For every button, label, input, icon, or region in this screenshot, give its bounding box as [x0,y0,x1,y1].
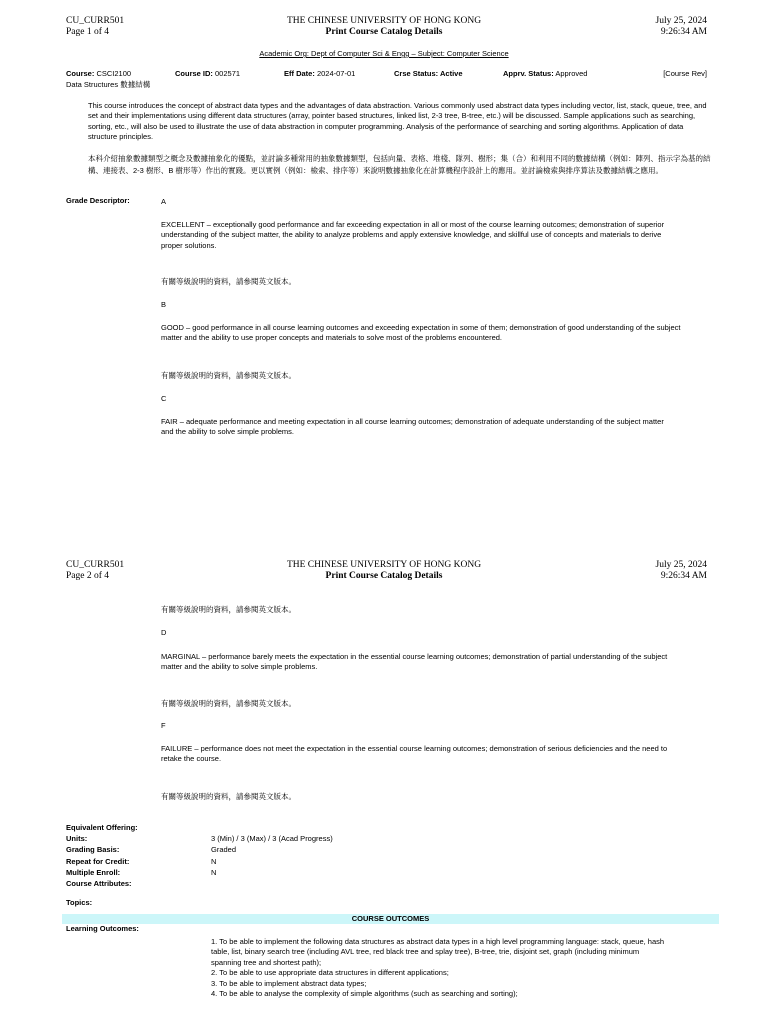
topics-label: Topics: [66,898,93,907]
grade-letter: A [161,197,167,206]
grade-descriptor-label: Grade Descriptor: [66,196,130,205]
learning-outcomes-label: Learning Outcomes: [66,924,139,933]
learning-outcomes-list [211,937,671,999]
description-english: This course introduces the concept of abstract data types and the advantages of data abstraction. Various commonly used abstract data types including vector, list, stack, queue, tree, and set and their implementations using different data structures (array, pointer based structures, linked list, 2-3 tree, B-tree, etc.) will be discussed. Sample applications such as searching, sorting, etc., will also be used to illustrate the use of data abstraction in computer programming. Analysis of the performance of searching and sorting algorithms. Application of data structure principles. [88,101,707,142]
approval-status [503,68,587,79]
grade-note-chinese: 有關等級說明的資料，請參閱英文版本。 [161,277,296,286]
course-id [175,68,240,79]
attribute-row [66,822,706,833]
attribute-value: Graded [211,845,237,855]
grade-description: FAILURE – performance does not meet the expectation in the essential course learning outcomes; demonstration of serious deficiencies and the need to retake the course. [161,744,668,764]
report-date: July 25, 2024 [655,16,707,26]
course-rev: [Course Rev] [663,69,707,78]
eff-date-label: Eff Date: [284,69,315,78]
grade-letter: C [161,394,167,403]
report-title-header [234,560,534,581]
learning-outcome-item: 3. To be able to implement abstract data types; [211,978,367,988]
grade-letter: F [161,721,166,730]
report-title: Print Course Catalog Details [325,570,443,581]
course-status [394,68,463,79]
approval-label: Apprv. Status: [503,69,554,78]
course-value: CSCI2100 [96,69,132,78]
course-outcomes-header: COURSE OUTCOMES [62,914,719,924]
attribute-label: Units: [66,834,88,844]
attribute-row [66,833,706,844]
attribute-row [66,878,706,889]
course-id-label: Course ID: [175,69,213,78]
course-id-value: 002571 [215,69,241,78]
grade-description: GOOD – good performance in all course learning outcomes and exceeding expectation in some of them; demonstration of good understanding of the subject matter and the ability to use proper concepts and materials to solve most of the problems encountered. [161,323,681,343]
attribute-label: Course Attributes: [66,878,132,888]
report-code: CU_CURR501 [66,16,125,26]
university-name: THE CHINESE UNIVERSITY OF HONG KONG [286,16,482,26]
report-id-header [66,16,124,37]
attribute-row [66,867,706,878]
learning-outcome-item: 2. To be able to use appropriate data structures in different applications; [211,968,449,978]
attribute-value: N [211,867,217,877]
grade-description: EXCELLENT – exceptionally good performance and far exceeding expectation in all or most of the course learning outcomes; demonstration of superior understanding of the subject matter, the ability to analyze problems and apply extensive knowledge, and skillful use of concepts and materials to derive proper solutions. [161,220,665,250]
eff-date [284,68,355,79]
report-time: 9:26:34 AM [660,570,707,581]
grade-note-chinese: 有關等級說明的資料，請參閱英文版本。 [161,699,296,708]
attribute-row [66,844,706,855]
page-number: Page 1 of 4 [66,26,110,37]
report-time: 9:26:34 AM [660,26,707,37]
status-label: Crse Status: [394,69,439,78]
grade-note-chinese: 有關等級說明的資料，請參閱英文版本。 [161,605,296,614]
attribute-row [66,856,706,867]
grade-description: FAIR – adequate performance and meeting expectation in all course learning outcomes; demonstration of adequate understanding of the subject matter and the ability to solve simple problems. [161,417,664,437]
report-timestamp [656,16,707,37]
report-timestamp [656,560,707,581]
page-number: Page 2 of 4 [66,570,110,581]
learning-outcome-item: 4. To be able to analyse the complexity of simple algorithms (such as searching and sorting); [211,989,518,999]
eff-date-value: 2024-07-01 [316,69,356,78]
course-title: Data Structures 數據結構 [66,80,151,89]
description-chinese: 本科介紹抽象數據類型之概念及數據抽象化的優點，並討論多種常用的抽象數據類型，包括向量、表格、堆棧、隊列、樹形；集（合）和利用不同的數據結構（例如：陣列、指示字為基的結構、連接表、2-3 樹形、B 樹形等）作出的實踐。更以實例（例如：檢索、排序等）來說明數據抽象化在計算機程序設計上的應用。並討論檢索與排序算法及數據結構之應用。 [88,154,711,175]
attribute-label: Equivalent Offering: [66,823,138,832]
academic-org-line: Academic Org: Dept of Computer Sci & Engg – Subject: Computer Science [259,49,509,58]
grade-letter: D [161,628,167,637]
university-name: THE CHINESE UNIVERSITY OF HONG KONG [286,560,482,570]
grade-note-chinese: 有關等級說明的資料，請參閱英文版本。 [161,371,296,380]
report-id-header [66,560,124,581]
report-code: CU_CURR501 [66,560,125,570]
course-label: Course: [66,69,95,78]
report-title-header [234,16,534,37]
attribute-label: Repeat for Credit: [66,856,130,866]
learning-outcome-item: 1. To be able to implement the following data structures as abstract data types in a high level programming language: stack, queue, hash table, list, binary search tree (including AVL tree, red black tree and splay tree), B-tree, trie, disjoint set, graph (including minimum spanning tree and shortest path); [211,937,665,967]
attribute-label: Multiple Enroll: [66,867,121,877]
attribute-value: N [211,856,217,866]
attribute-value: 3 (Min) / 3 (Max) / 3 (Acad Progress) [211,834,333,844]
report-date: July 25, 2024 [655,560,707,570]
approval-value: Approved [555,69,588,78]
status-value: Active [440,69,463,78]
grade-note-chinese: 有關等級說明的資料，請參閱英文版本。 [161,792,296,801]
course-attributes-table [66,822,706,889]
grade-description: MARGINAL – performance barely meets the expectation in the essential course learning outcomes; demonstration of partial understanding of the subject matter and the ability to solve simple problems. [161,652,668,672]
report-title: Print Course Catalog Details [325,26,443,37]
attribute-label: Grading Basis: [66,845,120,855]
course-code [66,68,131,79]
grade-letter: B [161,300,167,309]
